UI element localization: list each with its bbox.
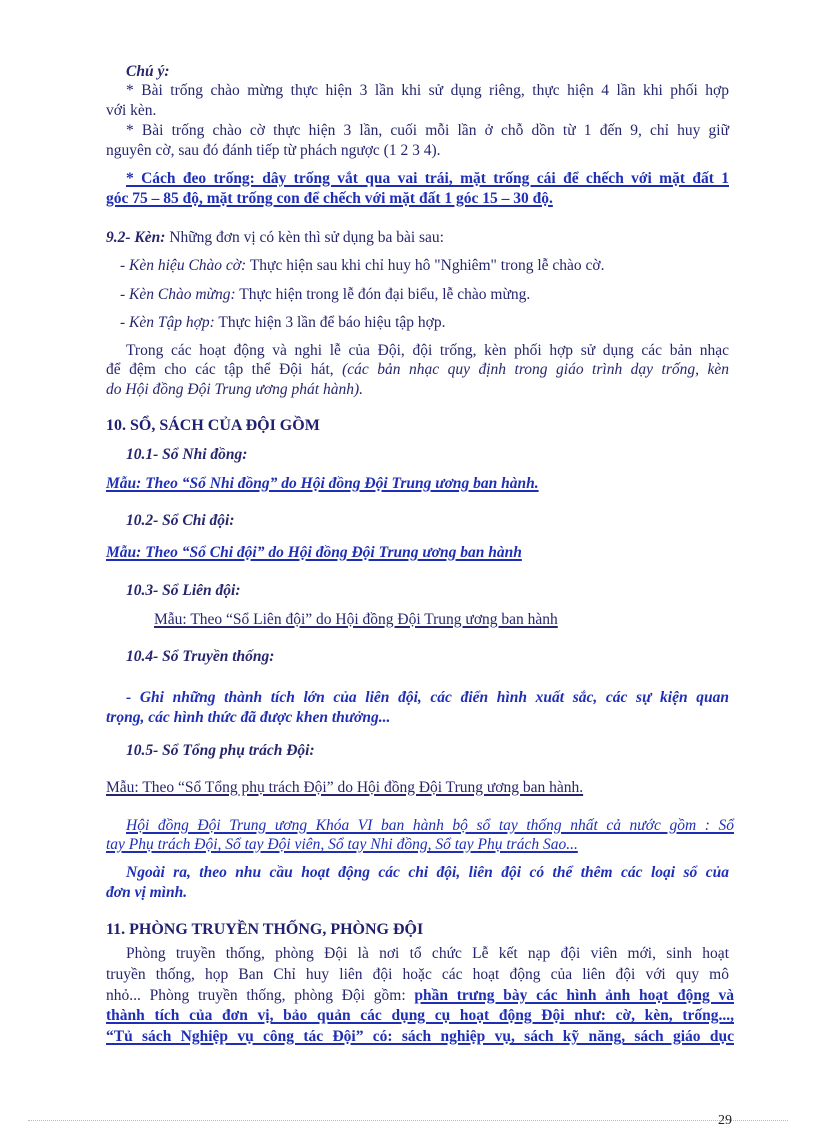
section-11-heading: 11. PHÒNG TRUYỀN THỐNG, PHÒNG ĐỘI xyxy=(106,921,424,938)
book-10-1-title: 10.1- Sổ Nhi đồng: xyxy=(126,446,248,463)
section-9-2-para-b-italic: (các bản nhạc quy định trong giáo trình dạy trống, kèn xyxy=(342,361,729,378)
note-drum-wearing-b: góc 75 – 85 độ, mặt trống con để chếch với mặt đất 1 góc 15 – 30 độ. xyxy=(106,190,553,207)
book-10-2-sample: Mẫu: Theo “Sổ Chi đội” do Hội đồng Đội Trung ương ban hành xyxy=(106,544,522,561)
section-11-line-4: thành tích của đơn vị, bảo quản các dụng cụ hoạt động Đội như: cờ, kèn, trống..., xyxy=(106,1007,734,1024)
section-11-line-3-plain: nhỏ... Phòng truyền thống, phòng Đội gồm: xyxy=(106,987,406,1004)
trumpet-item-1 xyxy=(120,256,605,275)
book-10-4-text-b: trọng, các hình thức đã được khen thưởng... xyxy=(106,709,391,726)
section-9-2-para-b xyxy=(106,360,729,379)
section-11-line-5: “Tủ sách Nghiệp vụ công tác Đội” có: sách nghiệp vụ, sách kỹ năng, sách giáo dục xyxy=(106,1028,734,1045)
book-10-3-title: 10.3- Sổ Liên đội: xyxy=(126,582,241,599)
section-9-2-intro xyxy=(106,228,444,247)
trumpet-item-3 xyxy=(120,313,446,332)
trumpet-item-3-text: Thực hiện 3 lần để báo hiệu tập hợp. xyxy=(218,314,446,331)
section-11-line-3 xyxy=(106,986,734,1005)
book-10-5-sample: Mẫu: Theo “Sổ Tổng phụ trách Đội” do Hội đồng Đội Trung ương ban hành. xyxy=(106,779,584,796)
book-10-2-title: 10.2- Sổ Chi đội: xyxy=(126,512,235,529)
footer-divider xyxy=(28,1120,788,1121)
trumpet-item-2-text: Thực hiện trong lễ đón đại biểu, lễ chào mừng. xyxy=(239,286,531,303)
section-9-2-label: 9.2- Kèn: xyxy=(106,229,166,246)
section-11-line-3-bold: phần trưng bày các hình ảnh hoạt động và xyxy=(414,987,734,1004)
trumpet-item-3-label: - Kèn Tập hợp: xyxy=(120,314,215,331)
note-line-2b: nguyên cờ, sau đó đánh tiếp từ phách ngược (1 2 3 4). xyxy=(106,142,441,159)
trumpet-item-1-text: Thực hiện sau khi chỉ huy hô "Nghiêm" trong lễ chào cờ. xyxy=(249,257,605,274)
book-10-4-title: 10.4- Sổ Truyền thống: xyxy=(126,648,275,665)
section-10-heading: 10. SỔ, SÁCH CỦA ĐỘI GỒM xyxy=(106,417,320,434)
section-9-2-intro-text: Những đơn vị có kèn thì sử dụng ba bài sau: xyxy=(169,229,444,246)
council-handbooks-b: tay Phụ trách Đội, Sổ tay Đội viên, Sổ tay Nhi đồng, Sổ tay Phụ trách Sao... xyxy=(106,836,578,853)
book-10-3-sample: Mẫu: Theo “Sổ Liên đội” do Hội đồng Đội Trung ương ban hành xyxy=(154,611,558,628)
extra-books-b: đơn vị mình. xyxy=(106,884,188,901)
note-drum-wearing-a: * Cách đeo trống: dây trống vắt qua vai trái, mặt trống cái để chếch với mặt đất 1 xyxy=(126,170,729,187)
council-handbooks-a: Hội đồng Đội Trung ương Khóa VI ban hành bộ sổ tay thống nhất cả nước gồm : Sổ xyxy=(126,817,734,834)
note-title: Chú ý: xyxy=(126,63,170,80)
section-9-2-para-b-plain: để đệm cho các tập thể Đội hát, xyxy=(106,361,334,378)
note-line-2a: * Bài trống chào cờ thực hiện 3 lần, cuối mỗi lần ở chỗ dồn từ 1 đến 9, chỉ huy giữ xyxy=(126,122,729,139)
section-11-line-2: truyền thống, họp Ban Chỉ huy liên đội hoặc các hoạt động của liên đội với quy mô xyxy=(106,966,729,983)
trumpet-item-2 xyxy=(120,285,530,304)
note-line-1b: với kèn. xyxy=(106,102,157,119)
section-9-2-para-c: do Hội đồng Đội Trung ương phát hành). xyxy=(106,381,363,398)
extra-books-a: Ngoài ra, theo nhu cầu hoạt động các chi đội, liên đội có thể thêm các loại sổ của xyxy=(126,864,729,881)
trumpet-item-1-label: - Kèn hiệu Chào cờ: xyxy=(120,257,247,274)
trumpet-item-2-label: - Kèn Chào mừng: xyxy=(120,286,236,303)
note-line-1a: * Bài trống chào mừng thực hiện 3 lần khi sử dụng riêng, thực hiện 4 lần khi phối hợp xyxy=(126,82,729,99)
page-number: 29 xyxy=(718,1113,732,1128)
section-11-line-1: Phòng truyền thống, phòng Đội là nơi tổ chức Lễ kết nạp đội viên mới, sinh hoạt xyxy=(126,945,729,962)
book-10-4-text-a: - Ghi những thành tích lớn của liên đội, các điển hình xuất sắc, các sự kiện quan xyxy=(126,689,729,706)
book-10-1-sample: Mẫu: Theo “Sổ Nhi đồng” do Hội đồng Đội Trung ương ban hành. xyxy=(106,475,539,492)
section-9-2-para-a: Trong các hoạt động và nghi lễ của Đội, đội trống, kèn phối hợp sử dụng các bản nhạc xyxy=(126,342,729,359)
book-10-5-title: 10.5- Sổ Tổng phụ trách Đội: xyxy=(126,742,315,759)
